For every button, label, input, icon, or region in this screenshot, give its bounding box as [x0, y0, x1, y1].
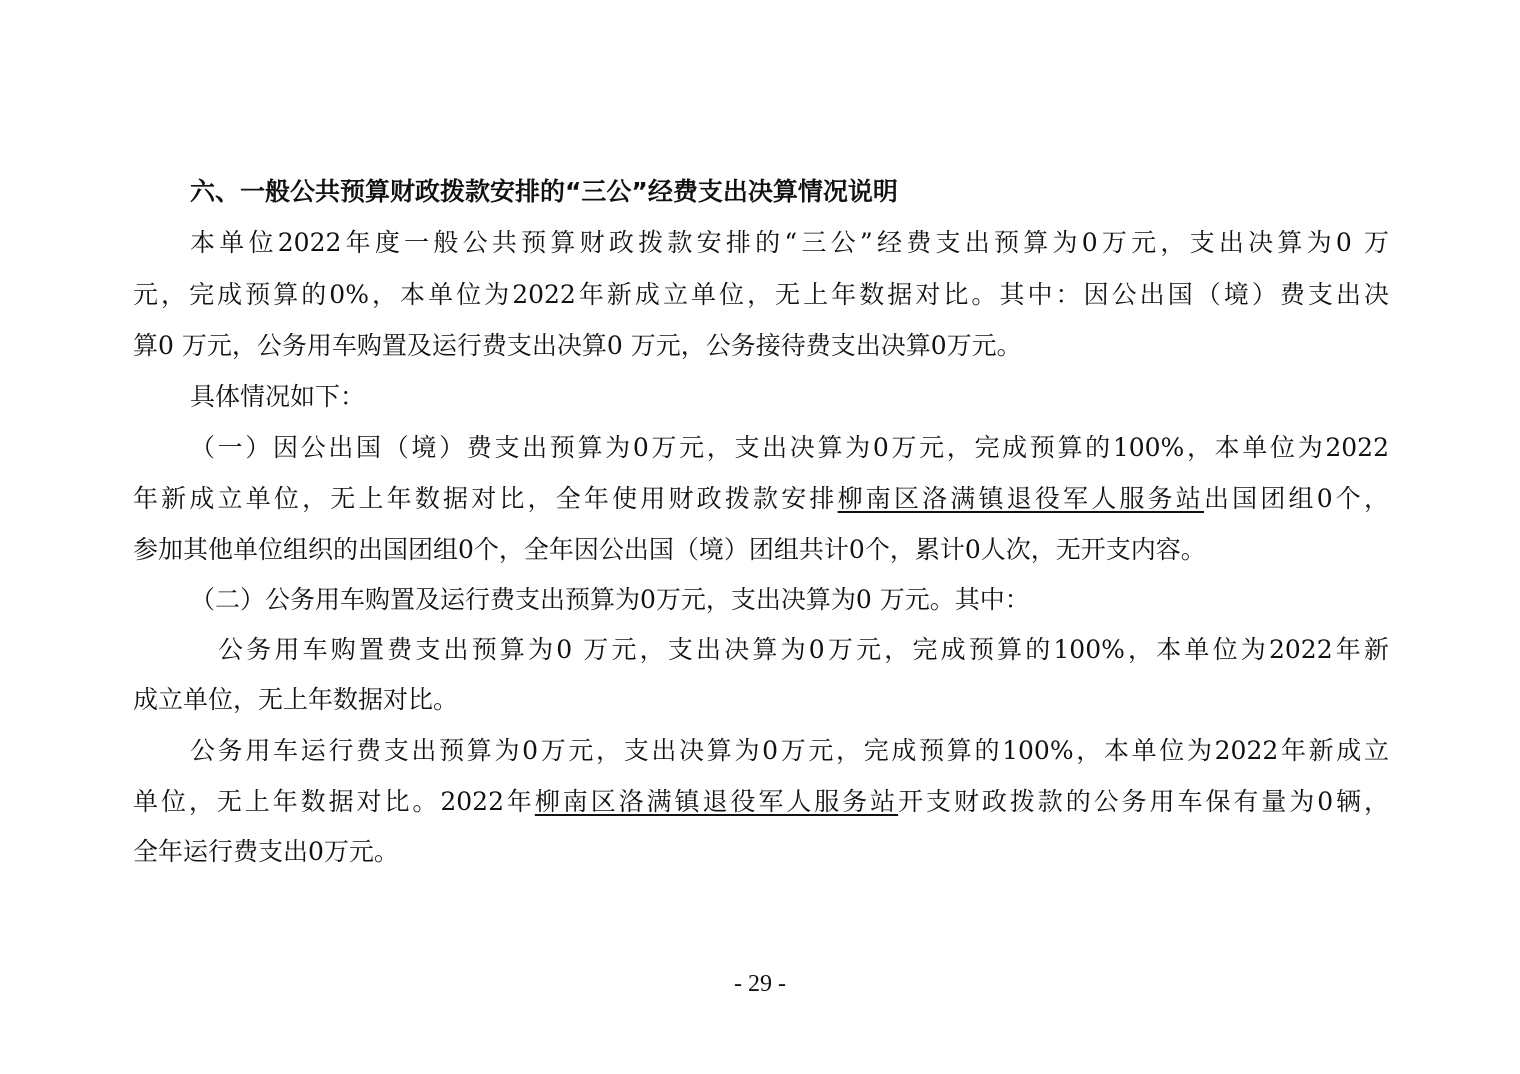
item1-line2	[133, 473, 1389, 525]
item1-line3: 参加其他单位组织的出国团组0个，全年因公出国（境）团组共计0个，累计0人次，无开支内容。	[133, 535, 1206, 564]
purchase-line2: 成立单位，无上年数据对比。	[133, 685, 459, 714]
item2-line1: （二）公务用车购置及运行费支出预算为0万元，支出决算为0 万元。其中：	[190, 585, 1030, 614]
item1-line1: （一）因公出国（境）费支出预算为0万元，支出决算为0万元，完成预算的100%，本单位为2022	[190, 433, 1389, 462]
purchase-line1: 公务用车购置费支出预算为0 万元，支出决算为0万元，完成预算的100%，本单位为2022年新	[218, 635, 1389, 664]
operation-line3: 全年运行费支出0万元。	[133, 837, 399, 866]
unit-name-link: 柳南区洛满镇退役军人服务站	[534, 787, 899, 816]
intro-text: 具体情况如下：	[190, 382, 366, 411]
paragraph1-line2: 元，完成预算的0%，本单位为2022年新成立单位，无上年数据对比。其中：因公出国（境）费支出决	[133, 280, 1389, 309]
item1-line2-after: 出国团组0个，	[1203, 484, 1389, 513]
paragraph1-line1: 本单位2022年度一般公共预算财政拨款安排的“三公”经费支出预算为0万元，支出决算为0 万	[190, 228, 1389, 257]
section-title: 六、一般公共预算财政拨款安排的“三公”经费支出决算情况说明	[190, 177, 898, 206]
operation-line1: 公务用车运行费支出预算为0万元，支出决算为0万元，完成预算的100%，本单位为2022年新成立	[190, 736, 1389, 765]
item1-line2-before: 年新成立单位，无上年数据对比，全年使用财政拨款安排	[133, 484, 838, 513]
operation-line2	[133, 776, 1389, 828]
unit-name-link: 柳南区洛满镇退役军人服务站	[837, 484, 1204, 513]
page-number: - 29 -	[734, 971, 786, 997]
operation-line2-before: 单位，无上年数据对比。2022年	[133, 787, 535, 816]
operation-line2-after: 开支财政拨款的公务用车保有量为0辆，	[898, 787, 1389, 816]
paragraph1-line3: 算0 万元，公务用车购置及运行费支出决算0 万元，公务接待费支出决算0万元。	[133, 331, 1022, 360]
